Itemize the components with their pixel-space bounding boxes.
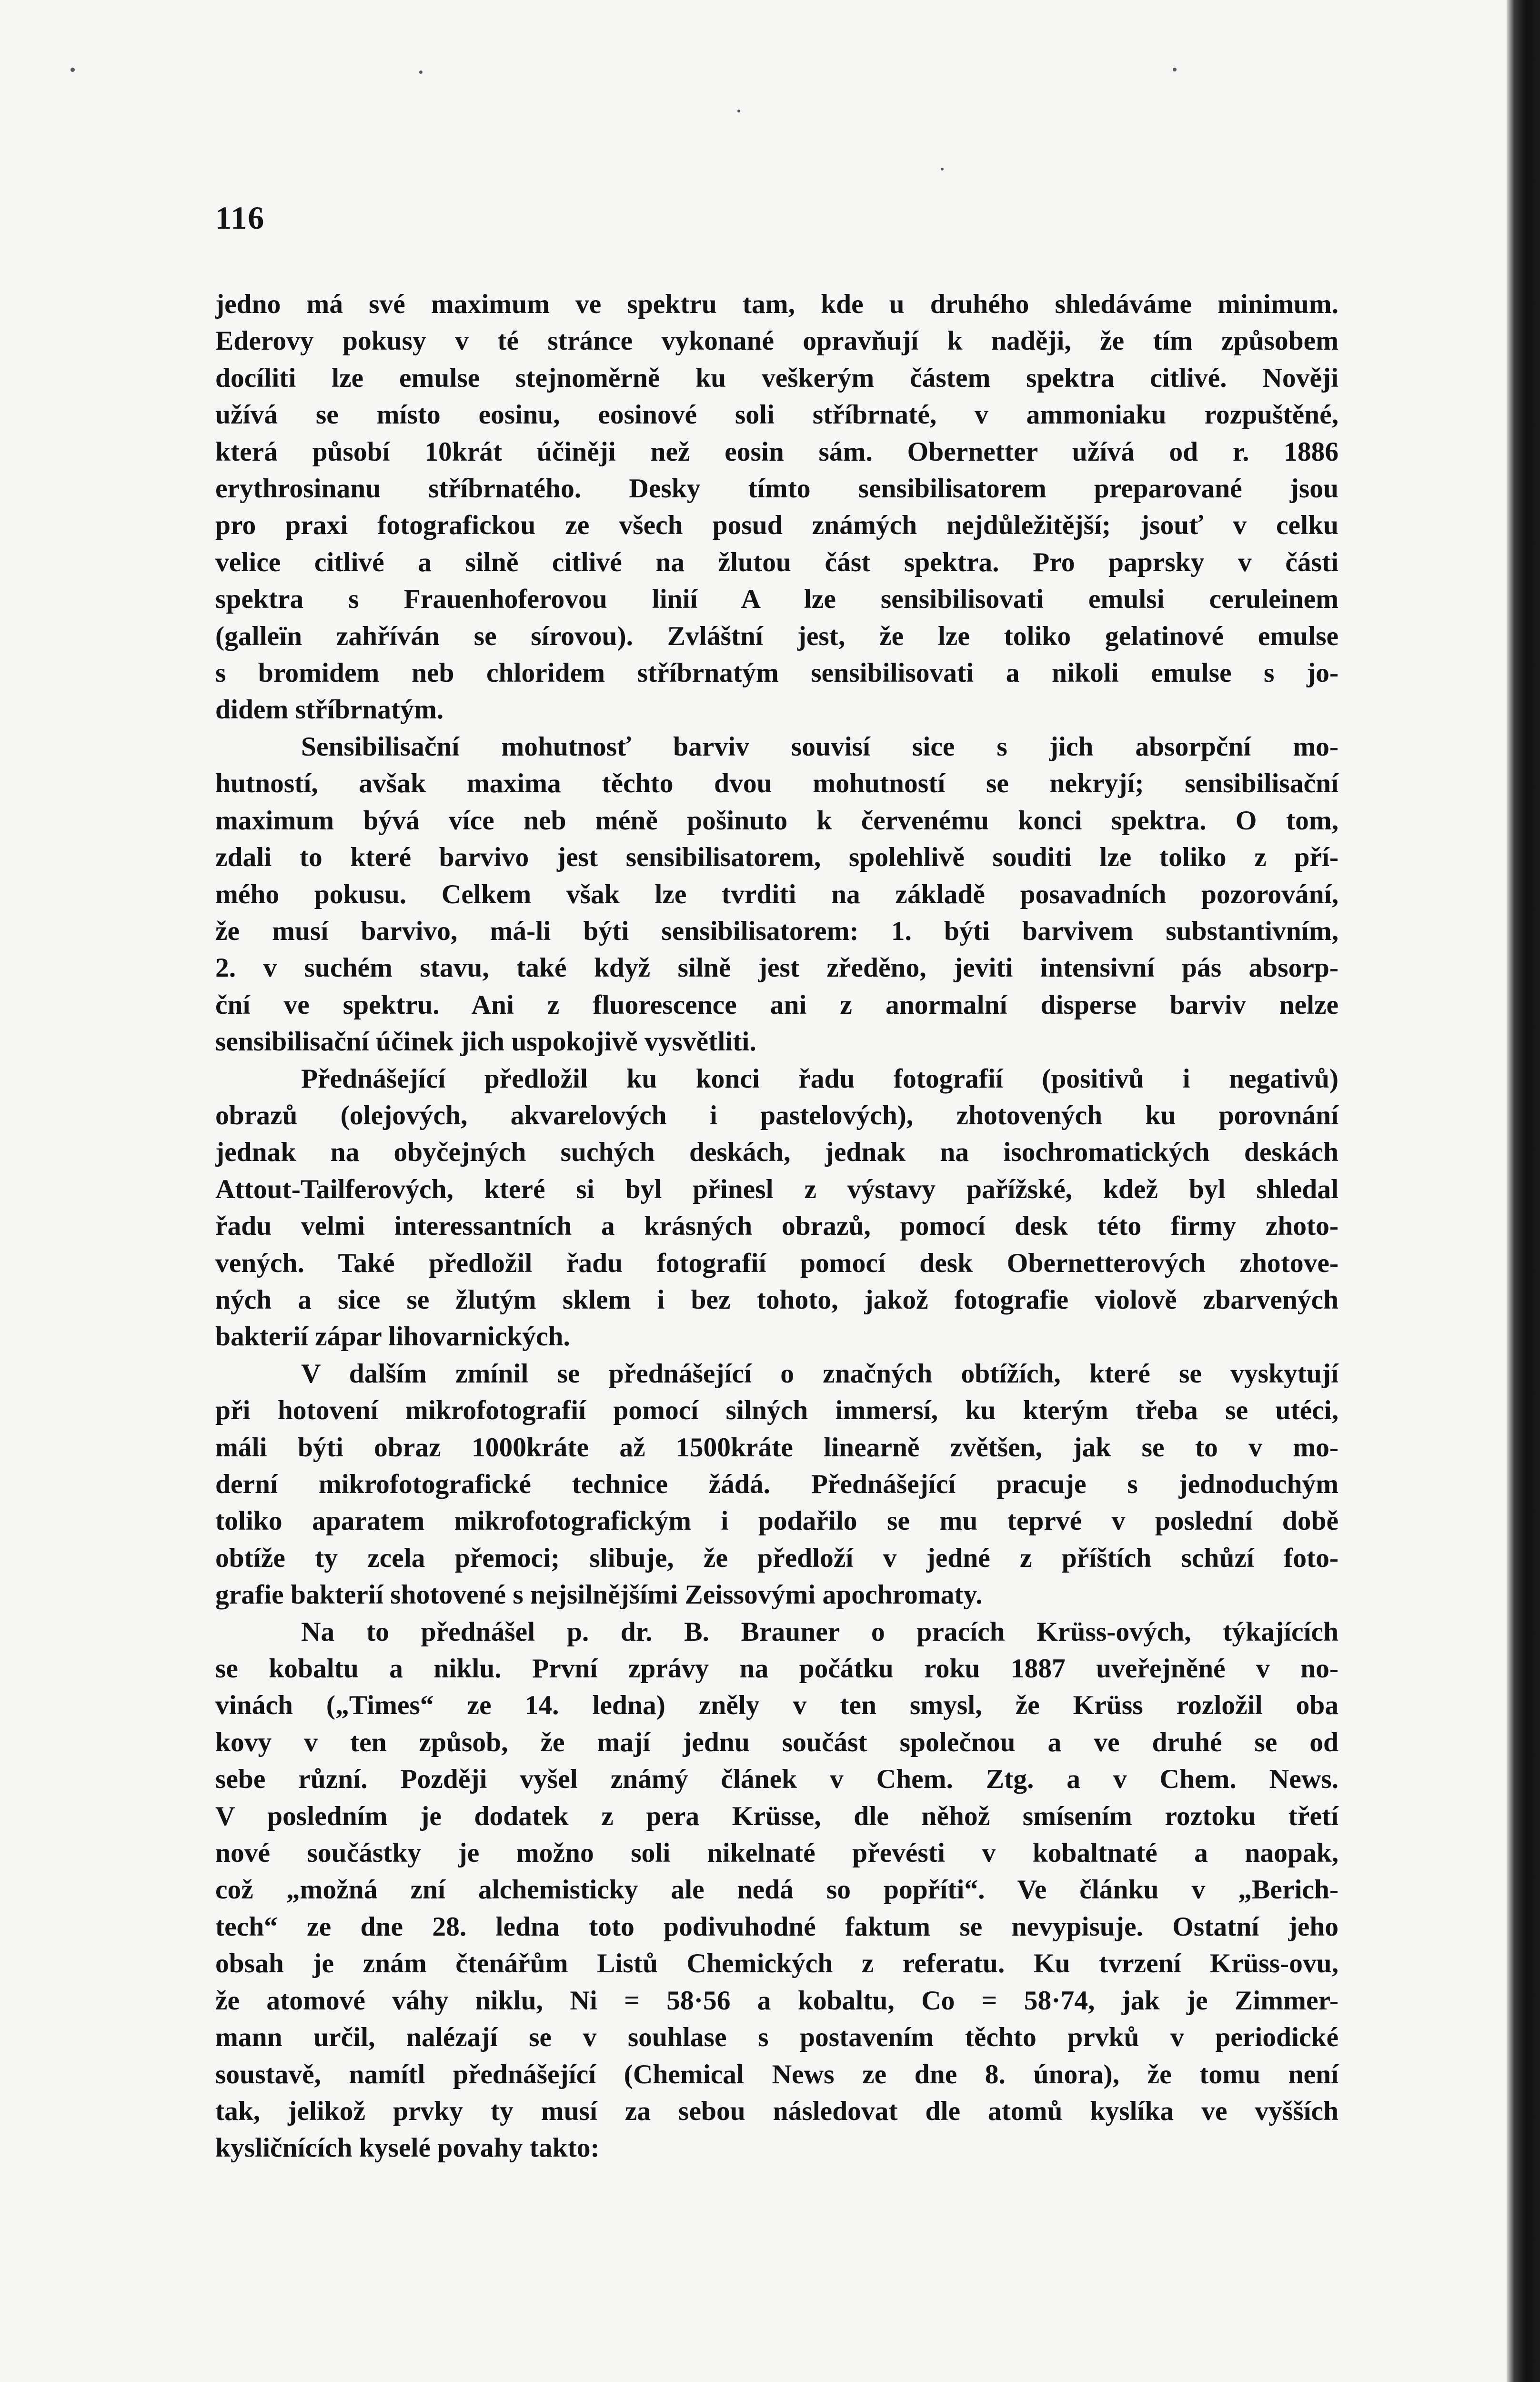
text-line: zdali to které barvivo jest sensibilisatorem, spolehlivě souditi lze toliko z pří- — [215, 842, 1339, 873]
text-line: (galleïn zahříván se sírovou). Zvláštní jest, že lze toliko gelatinové emulse — [215, 621, 1339, 651]
text-line: která působí 10krát účiněji než eosin sám. Obernetter užívá od r. 1886 — [215, 436, 1339, 467]
text-line: jednak na obyčejných suchých deskách, jednak na isochromatických deskách — [215, 1137, 1339, 1168]
text-line: hutností, avšak maxima těchto dvou mohutností se nekryjí; sensibilisační — [215, 768, 1339, 799]
text-line: docíliti lze emulse stejnoměrně ku veškerým částem spektra citlivé. Nověji — [215, 363, 1339, 393]
text-line: vených. Také předložil řadu fotografií pomocí desk Obernetterových zhotove- — [215, 1248, 1339, 1278]
text-line: ných a sice se žlutým sklem i bez tohoto, jakož fotografie violově zbarvených — [215, 1284, 1339, 1315]
text-line: derní mikrofotografické technice žádá. Přednášející pracuje s jednoduchým — [215, 1469, 1339, 1499]
scan-speck — [419, 71, 423, 74]
text-line: velice citlivé a silně citlivé na žlutou část spektra. Pro paprsky v části — [215, 547, 1339, 577]
text-line: obtíže ty zcela přemoci; slibuje, že předloží v jedné z příštích schůzí foto- — [215, 1543, 1339, 1573]
text-line: vinách („Times“ ze 14. ledna) zněly v ten smysl, že Krüss rozložil oba — [215, 1690, 1339, 1721]
paragraph — [215, 1355, 1339, 1614]
text-line: bakterií zápar lihovarnických. — [215, 1322, 570, 1352]
scan-speck — [737, 110, 740, 112]
text-line: pro praxi fotografickou ze všech posud známých nejdůležitější; jsouť v celku — [215, 510, 1339, 541]
text-line: Sensibilisační mohutnosť barviv souvisí sice s jich absorpční mo- — [301, 731, 1339, 762]
scan-speck — [70, 68, 75, 72]
text-line: že atomové váhy niklu, Ni = 58·56 a kobaltu, Co = 58·74, jak je Zimmer- — [215, 1985, 1339, 2016]
text-line: Attout-Tailferových, které si byl přinesl z výstavy pařížské, kdež byl shledal — [215, 1174, 1339, 1204]
text-line: kysličnících kyselé povahy takto: — [215, 2133, 600, 2163]
text-line: mann určil, nalézají se v souhlase s postavením těchto prvků v periodické — [215, 2022, 1339, 2053]
text-line: mého pokusu. Celkem však lze tvrditi na základě posavadních pozorování, — [215, 879, 1339, 909]
text-line: řadu velmi interessantních a krásných obrazů, pomocí desk této firmy zhoto- — [215, 1211, 1339, 1241]
text-line: obrazů (olejových, akvarelových i pastelových), zhotovených ku porovnání — [215, 1100, 1339, 1130]
text-line: při hotovení mikrofotografií pomocí silných immersí, ku kterým třeba se utéci, — [215, 1395, 1339, 1426]
text-line: Ederovy pokusy v té stránce vykonané opravňují k naději, že tím způsobem — [215, 326, 1339, 356]
scan-right-edge — [1507, 0, 1540, 2382]
text-line: sensibilisační účinek jich uspokojivě vysvětliti. — [215, 1027, 756, 1057]
paragraph — [215, 1614, 1339, 2167]
text-line: spektra s Frauenhoferovou linií A lze sensibilisovati emulsi ceruleinem — [215, 584, 1339, 615]
body-text — [215, 286, 1339, 2167]
text-line: ční ve spektru. Ani z fluorescence ani z anormalní disperse barviv nelze — [215, 989, 1339, 1020]
text-line: jedno má své maximum ve spektru tam, kde u druhého shledáváme minimum. — [215, 289, 1339, 319]
text-line: grafie bakterií shotovené s nejsilnějšími Zeissovými apochromaty. — [215, 1580, 983, 1610]
paragraph — [215, 728, 1339, 1060]
paragraph — [215, 1060, 1339, 1355]
text-line: tak, jelikož prvky ty musí za sebou následovat dle atomů kyslíka ve vyšších — [215, 2096, 1339, 2126]
text-line: tech“ ze dne 28. ledna toto podivuhodné faktum se nevypisuje. Ostatní jeho — [215, 1911, 1339, 1942]
text-line: maximum bývá více neb méně pošinuto k červenému konci spektra. O tom, — [215, 805, 1339, 836]
page-number: 116 — [215, 200, 265, 236]
text-line: se kobaltu a niklu. První zprávy na počátku roku 1887 uveřejněné v no- — [215, 1654, 1339, 1684]
text-line: s bromidem neb chloridem stříbrnatým sensibilisovati a nikoli emulse s jo- — [215, 658, 1339, 688]
paragraph — [215, 286, 1339, 728]
text-line: že musí barvivo, má-li býti sensibilisatorem: 1. býti barvivem substantivním, — [215, 916, 1339, 946]
text-line: užívá se místo eosinu, eosinové soli stříbrnaté, v ammoniaku rozpuštěné, — [215, 400, 1339, 430]
scan-speck — [1173, 68, 1177, 71]
text-line: kovy v ten způsob, že mají jednu součást společnou a ve druhé se od — [215, 1727, 1339, 1757]
text-line: 2. v suchém stavu, také když silně jest zředěno, jeviti intensivní pás absorp- — [215, 953, 1339, 983]
text-line: V posledním je dodatek z pera Krüsse, dle něhož smísením roztoku třetí — [215, 1801, 1339, 1831]
text-line: toliko aparatem mikrofotografickým i podařilo se mu teprvé v poslední době — [215, 1506, 1339, 1536]
text-line: sebe různí. Později vyšel známý článek v Chem. Ztg. a v Chem. News. — [215, 1764, 1339, 1795]
text-line: nové součástky je možno soli nikelnaté převésti v kobaltnaté a naopak, — [215, 1838, 1339, 1868]
text-line: Přednášející předložil ku konci řadu fotografií (positivů i negativů) — [301, 1063, 1339, 1094]
text-line: erythrosinanu stříbrnatého. Desky tímto sensibilisatorem preparované jsou — [215, 474, 1339, 504]
text-line: což „možná zní alchemisticky ale nedá so popříti“. Ve článku v „Berich- — [215, 1875, 1339, 1905]
text-line: obsah je znám čtenářům Listů Chemických z referatu. Ku tvrzení Krüss-ovu, — [215, 1948, 1339, 1979]
text-line: didem stříbrnatým. — [215, 695, 444, 725]
text-line: máli býti obraz 1000kráte až 1500kráte linearně zvětšen, jak se to v mo- — [215, 1432, 1339, 1463]
scan-speck — [941, 168, 944, 171]
text-line: soustavě, namítl přednášející (Chemical News ze dne 8. února), že tomu není — [215, 2059, 1339, 2089]
text-line: Na to přednášel p. dr. B. Brauner o pracích Krüss-ových, týkajících — [301, 1616, 1339, 1647]
text-line: V dalším zmínil se přednášející o značných obtížích, které se vyskytují — [301, 1358, 1339, 1389]
